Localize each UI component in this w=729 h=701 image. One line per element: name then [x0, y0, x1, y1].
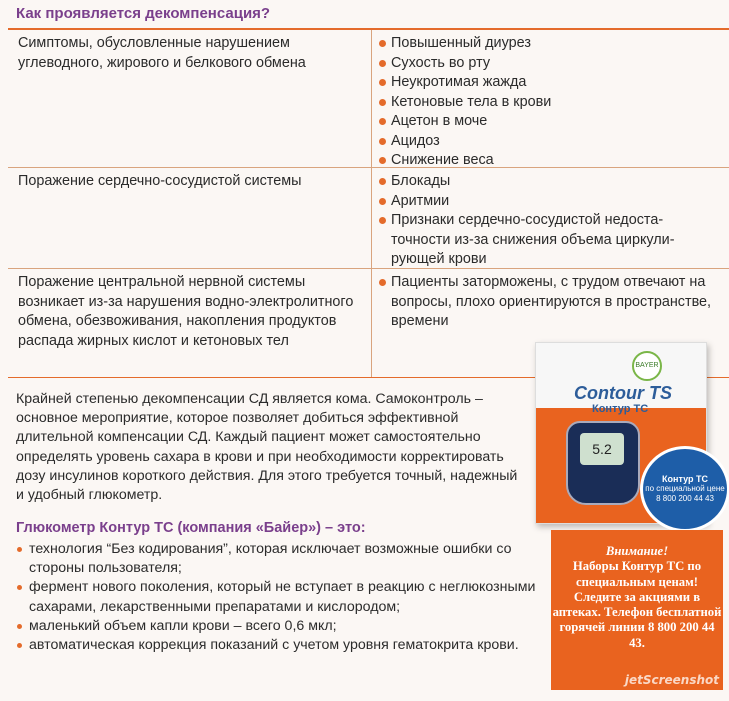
glucometer-icon	[566, 421, 640, 505]
table-row	[8, 168, 729, 269]
glucometer-subtitle: Глюкометр Контур ТС (компания «Байер») – это:	[16, 520, 366, 536]
list-item: Пациенты заторможены, с трудом отвечают на вопросы, плохо ориентируются в пространстве, времени	[377, 273, 717, 332]
body-paragraph: Крайней степенью декомпенсации СД является кома. Самоконтроль – основное мероприятие, которое позволяет добиться эффективной длительной компенсации СД. Каждый пациент может самостоятельно определять уровень сахара в крови и при необходимости корректировать дозу инсулинов короткого действия. Для этого требуется точный, надежный и удобный глюкометр.	[16, 391, 518, 504]
section-heading: Как проявляется декомпенсация?	[16, 5, 271, 22]
feature-list	[16, 540, 556, 655]
list-item: Блокады	[377, 172, 717, 192]
badge-line: Контур ТС	[662, 474, 708, 484]
brand-name: Contour TS	[574, 383, 672, 403]
list-item: Признаки сердечно-сосудистой недоста-точности из-за снижения объема циркули-рующей крови	[377, 211, 717, 270]
promo-badge	[640, 446, 729, 532]
brand-name-ru: Контур ТС	[592, 403, 649, 415]
notice-attention: Внимание!	[605, 544, 669, 558]
watermark: jetScreenshot	[624, 672, 719, 687]
notice-text: Наборы Контур ТС по специальным ценам! Следите за акциями в аптеках. Телефон бесплатной горячей линии 8 800 200 44 43.	[552, 559, 722, 650]
list-item: Сухость во рту	[377, 54, 717, 74]
list-item: технология “Без кодирования”, которая исключает возможные ошибки со стороны пользователя;	[16, 540, 556, 578]
list-item: Повышенный диурез	[377, 34, 717, 54]
list-item: Кетоновые тела в крови	[377, 93, 717, 113]
promo-notice	[551, 530, 723, 690]
badge-line: по специальной цене	[645, 484, 725, 493]
row-label: Симптомы, обусловленные нарушением углеводного, жирового и белкового обмена	[18, 35, 306, 71]
list-item: маленький объем капли крови – всего 0,6 мкл;	[16, 617, 556, 636]
table-row	[8, 30, 729, 168]
list-item: Снижение веса	[377, 151, 717, 171]
row-label: Поражение сердечно-сосудистой системы	[18, 173, 302, 189]
row-label: Поражение центральной нервной системы возникает из-за нарушения водно-электролитного обмена, обезвоживания, накопления продуктов распада жирных кислот и кетоновых тел	[18, 274, 354, 349]
symptoms-table	[8, 30, 729, 378]
column-divider	[371, 30, 372, 167]
column-divider	[371, 168, 372, 268]
list-item: Ацетон в моче	[377, 112, 717, 132]
symptom-list	[377, 273, 717, 332]
list-item: Ацидоз	[377, 132, 717, 152]
list-item: Аритмии	[377, 192, 717, 212]
list-item: Неукротимая жажда	[377, 73, 717, 93]
symptom-list	[377, 34, 717, 171]
list-item: автоматическая коррекция показаний с учетом уровня гематокрита крови.	[16, 636, 556, 655]
symptom-list	[377, 172, 717, 270]
meter-screen: 5.2	[580, 433, 624, 465]
list-item: фермент нового поколения, который не вступает в реакцию с неглюкозными сахарами, лекарственными препаратами и кислородом;	[16, 578, 556, 616]
column-divider	[371, 269, 372, 377]
product-image	[520, 336, 729, 526]
bayer-logo-icon: BAYER	[632, 351, 662, 381]
badge-line: 8 800 200 44 43	[656, 494, 714, 503]
